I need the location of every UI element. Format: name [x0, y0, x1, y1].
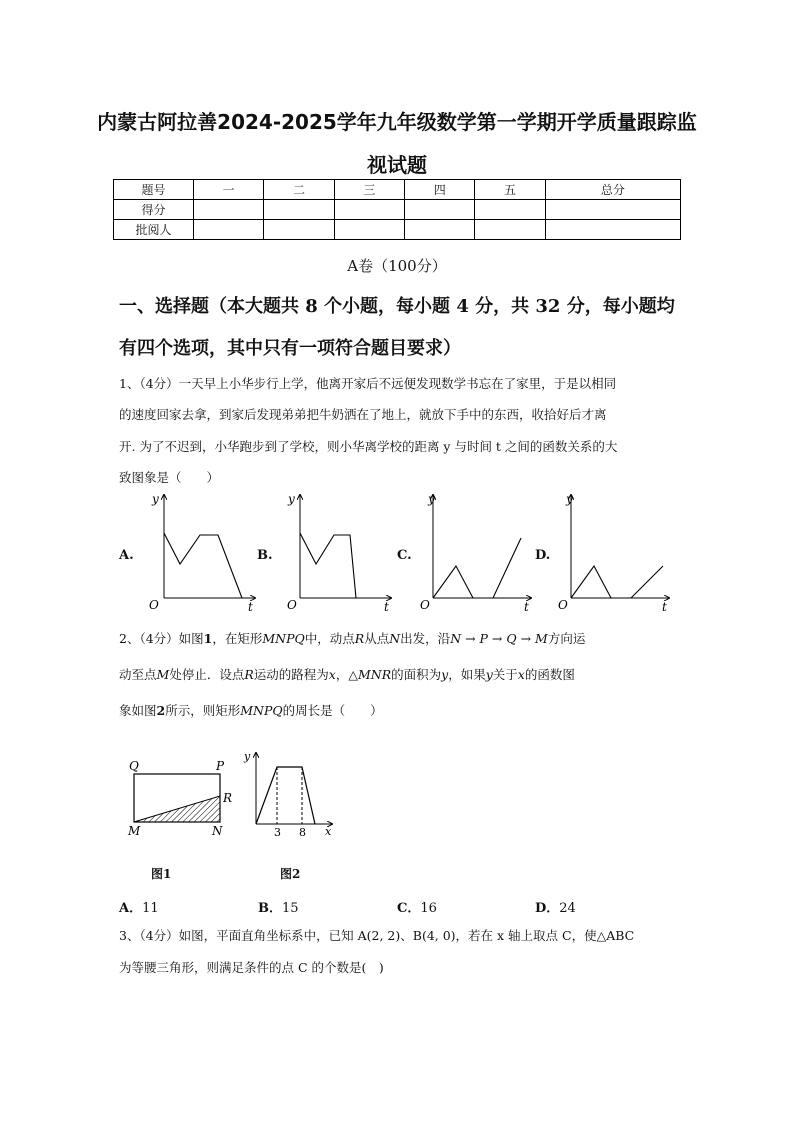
q2-line3 [119, 696, 679, 726]
q2-line2 [119, 660, 679, 690]
option-value: 15 [282, 901, 299, 916]
q1-graph-b [278, 490, 398, 616]
q3-line2: 为等腰三角形，则满足条件的点 C 的个数是( ) [119, 960, 384, 975]
option-letter: B． [258, 901, 282, 916]
q1-graph-a [142, 490, 262, 616]
y-axis-label: y [244, 750, 251, 763]
q2-option-d[interactable] [535, 897, 576, 916]
q2-text: 的周长是（ ） [282, 703, 383, 718]
q2-text: 的函数图 [524, 667, 575, 682]
score-header-cell: 五 [475, 180, 545, 200]
score-header-cell: 四 [405, 180, 475, 200]
option-letter: A． [119, 901, 143, 916]
label-q: Q [129, 759, 139, 773]
q2-figure1-rectangle [124, 756, 234, 840]
q2-text: 运动的路程为 [253, 667, 329, 682]
q2-text: 的面积为 [391, 667, 442, 682]
origin-label: O [287, 598, 297, 612]
exam-title-line2: 视试题 [367, 153, 427, 177]
score-cell[interactable] [545, 220, 680, 240]
option-letter: D． [535, 901, 560, 916]
q2-math: MNPQ [240, 703, 283, 718]
q1-option-b[interactable]: B. [257, 548, 273, 563]
graph-curve [300, 533, 356, 598]
area-function-curve [256, 767, 315, 824]
score-row-label: 得分 [114, 200, 194, 220]
score-cell[interactable] [264, 200, 334, 220]
section-heading-line1: 一、选择题（本大题共 8 个小题，每小题 4 分，共 32 分，每小题均 [119, 296, 675, 317]
x-axis-label: t [248, 600, 253, 614]
figure1-caption: 图1 [151, 867, 172, 881]
y-axis-label: y [288, 492, 295, 506]
score-cell[interactable] [194, 220, 264, 240]
q2-option-c[interactable] [397, 897, 437, 916]
q1-option-d[interactable]: D. [535, 548, 551, 563]
q1-graph-c [418, 490, 538, 616]
q2-text: ， [335, 667, 349, 682]
score-table [113, 179, 681, 240]
score-cell[interactable] [475, 220, 545, 240]
score-cell[interactable] [475, 200, 545, 220]
q2-text: 处停止．设点 [169, 667, 245, 682]
q1-line4: 致图象是（ ） [119, 470, 220, 485]
q2-math: M [156, 667, 170, 682]
x-axis-label: t [524, 600, 529, 614]
exam-title-line1: 内蒙古阿拉善2024-2025学年九年级数学第一学期开学质量跟踪监 [97, 110, 697, 134]
tick-label-8: 8 [299, 826, 306, 839]
y-axis-label: y [152, 492, 159, 506]
graph-curve [164, 533, 242, 598]
origin-label: O [558, 598, 568, 612]
q1-graph-d [556, 490, 676, 616]
tick-label-3: 3 [274, 826, 281, 839]
q2-fig-ref: 2 [156, 703, 166, 718]
q2-math: N [389, 631, 401, 646]
q1-line1: 1、（4分）一天早上小华步行上学，他离开家后不远便发现数学书忘在了家里，于是以相同 [119, 376, 617, 391]
q2-math: x [328, 667, 336, 682]
q2-math: MNPQ [262, 631, 305, 646]
q2-text: 从点 [364, 631, 390, 646]
triangle-mnr [134, 796, 220, 822]
q2-math: y [485, 667, 493, 682]
option-value: 24 [559, 901, 576, 916]
q2-text: 2、（4分）如图 [119, 631, 204, 646]
x-axis-label: t [662, 600, 667, 614]
score-cell[interactable] [334, 200, 404, 220]
figure2-caption: 图2 [280, 867, 301, 881]
q2-text: 方向运 [547, 631, 586, 646]
q2-figure2-graph [236, 748, 336, 840]
label-n: N [212, 824, 223, 838]
q3-line1: 3、（4分）如图，平面直角坐标系中，已知 A(2, 2)、B(4, 0)，若在 x 轴上取点 C，使△ABC [119, 928, 635, 943]
option-letter: C． [397, 901, 421, 916]
section-heading-line2: 有四个选项，其中只有一项符合题目要求） [119, 338, 461, 359]
q2-option-b[interactable] [258, 897, 299, 916]
q2-text: 关于 [492, 667, 518, 682]
q2-text: 动至点 [119, 667, 157, 682]
q1-option-c[interactable]: C. [397, 548, 412, 563]
score-cell[interactable] [194, 200, 264, 220]
label-r: R [223, 791, 233, 805]
volume-title: A卷（100分） [347, 257, 447, 275]
score-header-cell: 二 [264, 180, 334, 200]
score-header-cell: 三 [334, 180, 404, 200]
score-cell[interactable] [545, 200, 680, 220]
score-cell[interactable] [405, 220, 475, 240]
option-value: 16 [420, 901, 437, 916]
q2-text: 中，动点 [304, 631, 355, 646]
graph-curve [571, 566, 663, 598]
q2-math: R [354, 631, 365, 646]
q1-line3: 开. 为了不迟到，小华跑步到了学校，则小华离学校的距离 y 与时间 t 之间的函数关系的大 [119, 439, 618, 454]
q2-math: N → P → Q → M [450, 631, 548, 646]
score-cell[interactable] [334, 220, 404, 240]
origin-label: O [420, 598, 430, 612]
q1-line2: 的速度回家去拿，到家后发现弟弟把牛奶洒在了地上，就放下手中的东西，收拾好后才离 [119, 407, 607, 422]
q2-text: ，如果 [448, 667, 486, 682]
score-row-label: 批阅人 [114, 220, 194, 240]
origin-label: O [149, 598, 159, 612]
score-table-row [114, 200, 681, 220]
q2-text: ，在矩形 [212, 631, 263, 646]
score-cell[interactable] [264, 220, 334, 240]
q2-fig-ref: 1 [203, 631, 213, 646]
q2-math: △MNR [348, 667, 392, 682]
x-axis-label: t [384, 600, 389, 614]
graph-curve [433, 538, 521, 598]
q2-math: x [517, 667, 525, 682]
q2-text: 象如图 [119, 703, 157, 718]
q2-option-a[interactable] [119, 897, 159, 916]
score-table-header-row [114, 180, 681, 200]
q2-text: 出发，沿 [400, 631, 451, 646]
score-header-cell: 总分 [545, 180, 680, 200]
score-cell[interactable] [405, 200, 475, 220]
y-axis-label: y [428, 492, 435, 506]
score-table-row [114, 220, 681, 240]
score-header-cell: 题号 [114, 180, 194, 200]
x-axis-label: x [325, 825, 332, 838]
q2-math: y [441, 667, 449, 682]
q2-math: R [244, 667, 254, 682]
label-m: M [128, 824, 141, 838]
y-axis-label: y [566, 492, 573, 506]
q2-line1 [119, 624, 679, 654]
q1-option-a[interactable]: A. [119, 548, 134, 563]
q2-text: 所示，则矩形 [165, 703, 241, 718]
option-value: 11 [142, 901, 159, 916]
label-p: P [216, 759, 225, 773]
score-header-cell: 一 [194, 180, 264, 200]
